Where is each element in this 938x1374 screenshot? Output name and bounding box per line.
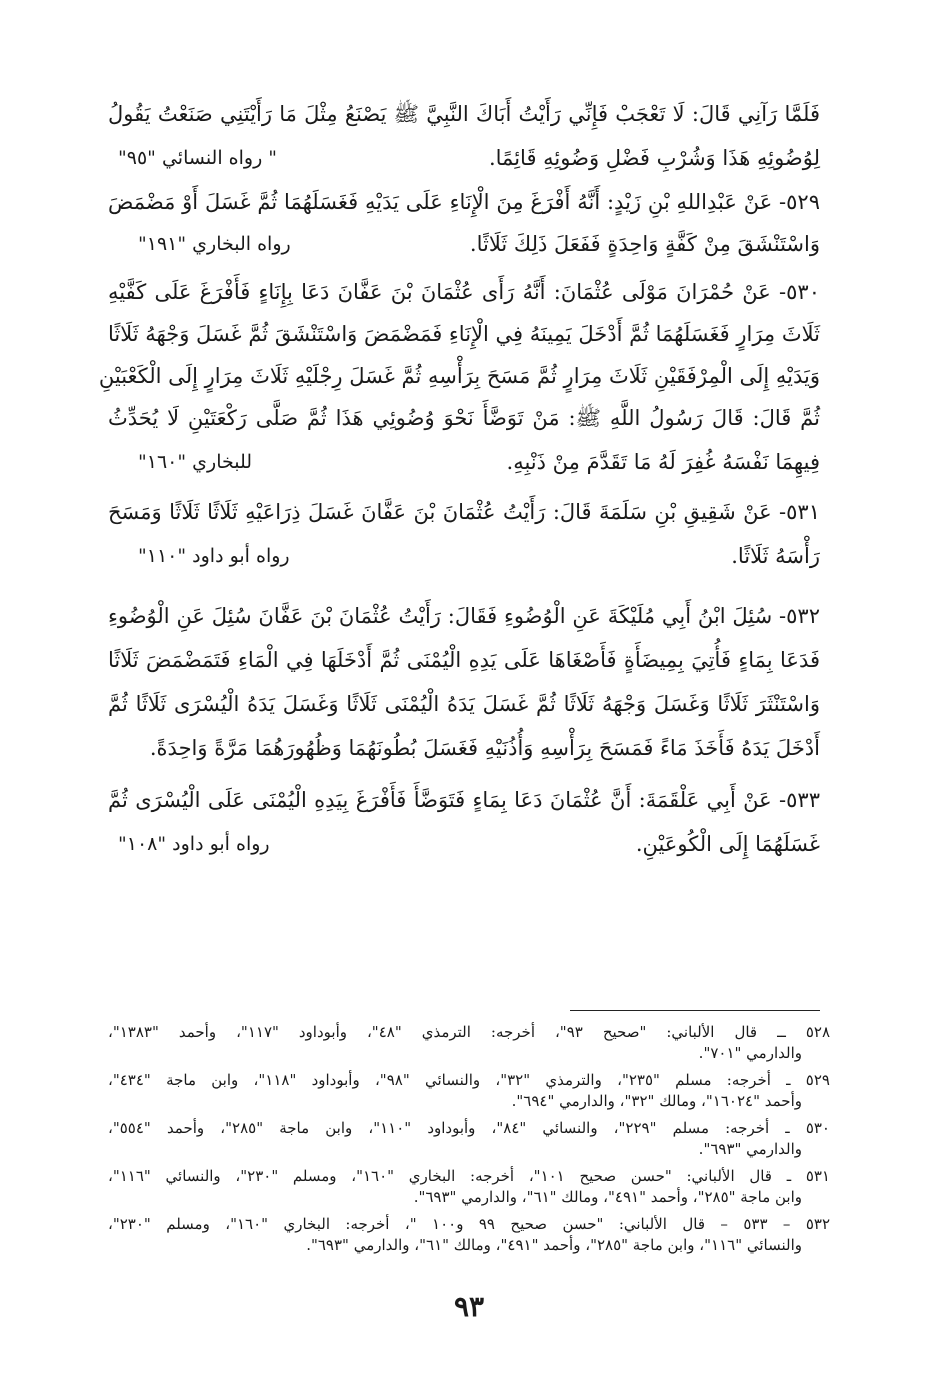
footnote-line: ٥٢٨ ــ قال الألباني: "صحيح ٩٣"، أخرجه: الترمذي "٤٨"، وأبوداود "١١٧"، وأحمد "١٣٨٣"، (108, 1023, 831, 1041)
hadith-source: رواه البخاري "١٩١" (138, 233, 291, 255)
footnote-line: والنسائي "١١٦"، وابن ماجة "٢٨٥"، وأحمد "٤٩١"، ومالك "٦١"، والدارمي "٦٩٣". (306, 1236, 802, 1254)
hadith-source: رواه أبو داود "١١٠" (138, 545, 290, 567)
hadith-source: " رواه النسائي "٩٥" (118, 147, 278, 169)
text-line: فِيهِمَا نَفْسَهُ غُفِرَ لَهُ مَا تَقَدَّمَ مِنْ ذَنْبِهِ. (506, 450, 820, 474)
footnote-line: ٥٣٠ ـ أخرجه: مسلم "٢٢٩"، والنسائي "٨٤"، وأبوداود "١١٠"، وابن ماجة "٢٨٥"، وأحمد "٥٥٤"، (108, 1119, 830, 1137)
text-line: وَاسْتَنْثَرَ ثَلَاثًا وَغَسَلَ وَجْهَهُ ثَلَاثًا ثُمَّ غَسَلَ يَدَهُ الْيُمْنَى ثَلَاثًا وَغَسَلَ يَدَهُ الْيُسْرَى ثَلَاثًا ثُمَّ (108, 692, 820, 716)
page-number: ٩٣ (453, 1290, 485, 1323)
footnote-line: والدارمي "٧٠١". (698, 1044, 802, 1062)
footnote-line: والدارمي "٦٩٣". (698, 1140, 802, 1158)
text-line: فَدَعَا بِمَاءٍ فَأُتِيَ بِمِيضَأَةٍ فَأَصْغَاهَا عَلَى يَدِهِ الْيُمْنَى ثُمَّ أَدْخَلَهَا فِي الْمَاءِ فَتَمَضْمَضَ ثَلَاثًا (108, 648, 820, 672)
text-line: وَاسْتَنْشَقَ مِنْ كَفَّةٍ وَاحِدَةٍ فَفَعَلَ ذَلِكَ ثَلَاثًا. (469, 232, 820, 256)
text-line: أَدْخَلَ يَدَهُ فَأَخَذَ مَاءً فَمَسَحَ بِرَأْسِهِ وَأُذُنَيْهِ فَغَسَلَ بُطُونَهُمَا وَظُهُورَهُمَا مَرَّةً وَاحِدَةً. (149, 736, 820, 760)
text-line: لِوُضُوئِهِ هَذَا وَشُرْبِ فَضْلِ وَضُوئِهِ قَائِمًا. (488, 146, 820, 170)
footnote-line: وابن ماجة "٢٨٥"، وأحمد "٤٩١"، ومالك "٦١"، والدارمي "٦٩٣". (413, 1188, 802, 1206)
text-line: ثُمَّ قَالَ: قَالَ رَسُولُ اللَّهِ ﷺ: مَنْ تَوَضَّأَ نَحْوَ وُضُوئِي هَذَا ثُمَّ صَلَّى رَكْعَتَيْنِ لَا يُحَدِّثُ (108, 406, 820, 430)
text-line: ٥٣٢- سُئِلَ ابْنُ أَبِي مُلَيْكَةَ عَنِ الْوُضُوءِ فَقَالَ: رَأَيْتُ عُثْمَانَ بْنَ عَفَّانَ سُئِلَ عَنِ الْوُضُوءِ (108, 604, 820, 628)
text-line: ٥٢٩- عَنْ عَبْدِاللهِ بْنِ زَيْدٍ: أَنَّهُ أَفْرَغَ مِنَ الْإِنَاءِ عَلَى يَدَيْهِ فَغَسَلَهُمَا ثُمَّ غَسَلَ أَوْ مَضْمَضَ (108, 190, 820, 214)
footnote-divider (570, 1010, 820, 1011)
text-line: ٥٣١- عَنْ شَقِيقِ بْنِ سَلَمَةَ قَالَ: رَأَيْتُ عُثْمَانَ بْنَ عَفَّانَ غَسَلَ ذِرَاعَيْهِ ثَلَاثًا ثَلَاثًا وَمَسَحَ (108, 500, 820, 524)
footnotes (108, 1022, 830, 1256)
footnote-line: ٥٢٩ ـ أخرجه: مسلم "٢٣٥"، والترمذي "٣٢"، والنسائي "٩٨"، وأبوداود "١١٨"، وابن ماجة "٤٣٤"، (108, 1071, 830, 1089)
text-line: ٥٣٠- عَنْ حُمْرَانَ مَوْلَى عُثْمَانَ: أَنَّهُ رَأَى عُثْمَانَ بْنَ عَفَّانَ دَعَا بِإِنَاءٍ فَأَفْرَغَ عَلَى كَفَّيْهِ (108, 280, 820, 304)
text-line: رَأْسَهُ ثَلَاثًا. (731, 544, 820, 568)
footnote-line: وأحمد "١٦٠٢٤"، ومالك "٣٢"، والدارمي "٦٩٤". (511, 1092, 802, 1110)
footnote-line: ٥٣١ ـ قال الألباني: "حسن صحيح ١٠١"، أخرجه: البخاري "١٦٠"، ومسلم "٢٣٠"، والنسائي "١١٦"، (108, 1167, 830, 1185)
hadith-source: رواه أبو داود "١٠٨" (118, 833, 270, 855)
text-line: وَيَدَيْهِ إِلَى الْمِرْفَقَيْنِ ثَلَاثَ مِرَارٍ ثُمَّ مَسَحَ بِرَأْسِهِ ثُمَّ غَسَلَ رِجْلَيْهِ ثَلَاثَ مِرَارٍ إِلَى الْكَعْبَيْنِ (98, 364, 820, 388)
footnote-line: ٥٣٢ – ٥٣٣ – قال الألباني: "حسن صحيح ٩٩ و١٠٠ "، أخرجه: البخاري "١٦٠"، ومسلم "٢٣٠"، (108, 1215, 830, 1233)
text-line: ٥٣٣- عَنْ أَبِي عَلْقَمَةَ: أَنَّ عُثْمَانَ دَعَا بِمَاءٍ فَتَوَضَّأَ فَأَفْرَغَ بِيَدِهِ الْيُمْنَى عَلَى الْيُسْرَى ثُمَّ (108, 788, 820, 812)
text-line: ثَلَاثَ مِرَارٍ فَغَسَلَهُمَا ثُمَّ أَدْخَلَ يَمِينَهُ فِي الْإِنَاءِ فَمَضْمَضَ وَاسْتَنْشَقَ ثُمَّ غَسَلَ وَجْهَهُ ثَلَاثًا (108, 322, 820, 346)
text-line: فَلَمَّا رَآنِي قَالَ: لَا تَعْجَبْ فَإِنِّي رَأَيْتُ أَبَاكَ النَّبِيَّ ﷺ يَصْنَعُ مِثْلَ مَا رَأَيْتَنِي صَنَعْتُ يَقُولُ (108, 102, 820, 126)
text-line: غَسَلَهُمَا إِلَى الْكُوعَيْنِ. (635, 832, 820, 856)
hadith-source: للبخاري "١٦٠" (138, 451, 253, 473)
